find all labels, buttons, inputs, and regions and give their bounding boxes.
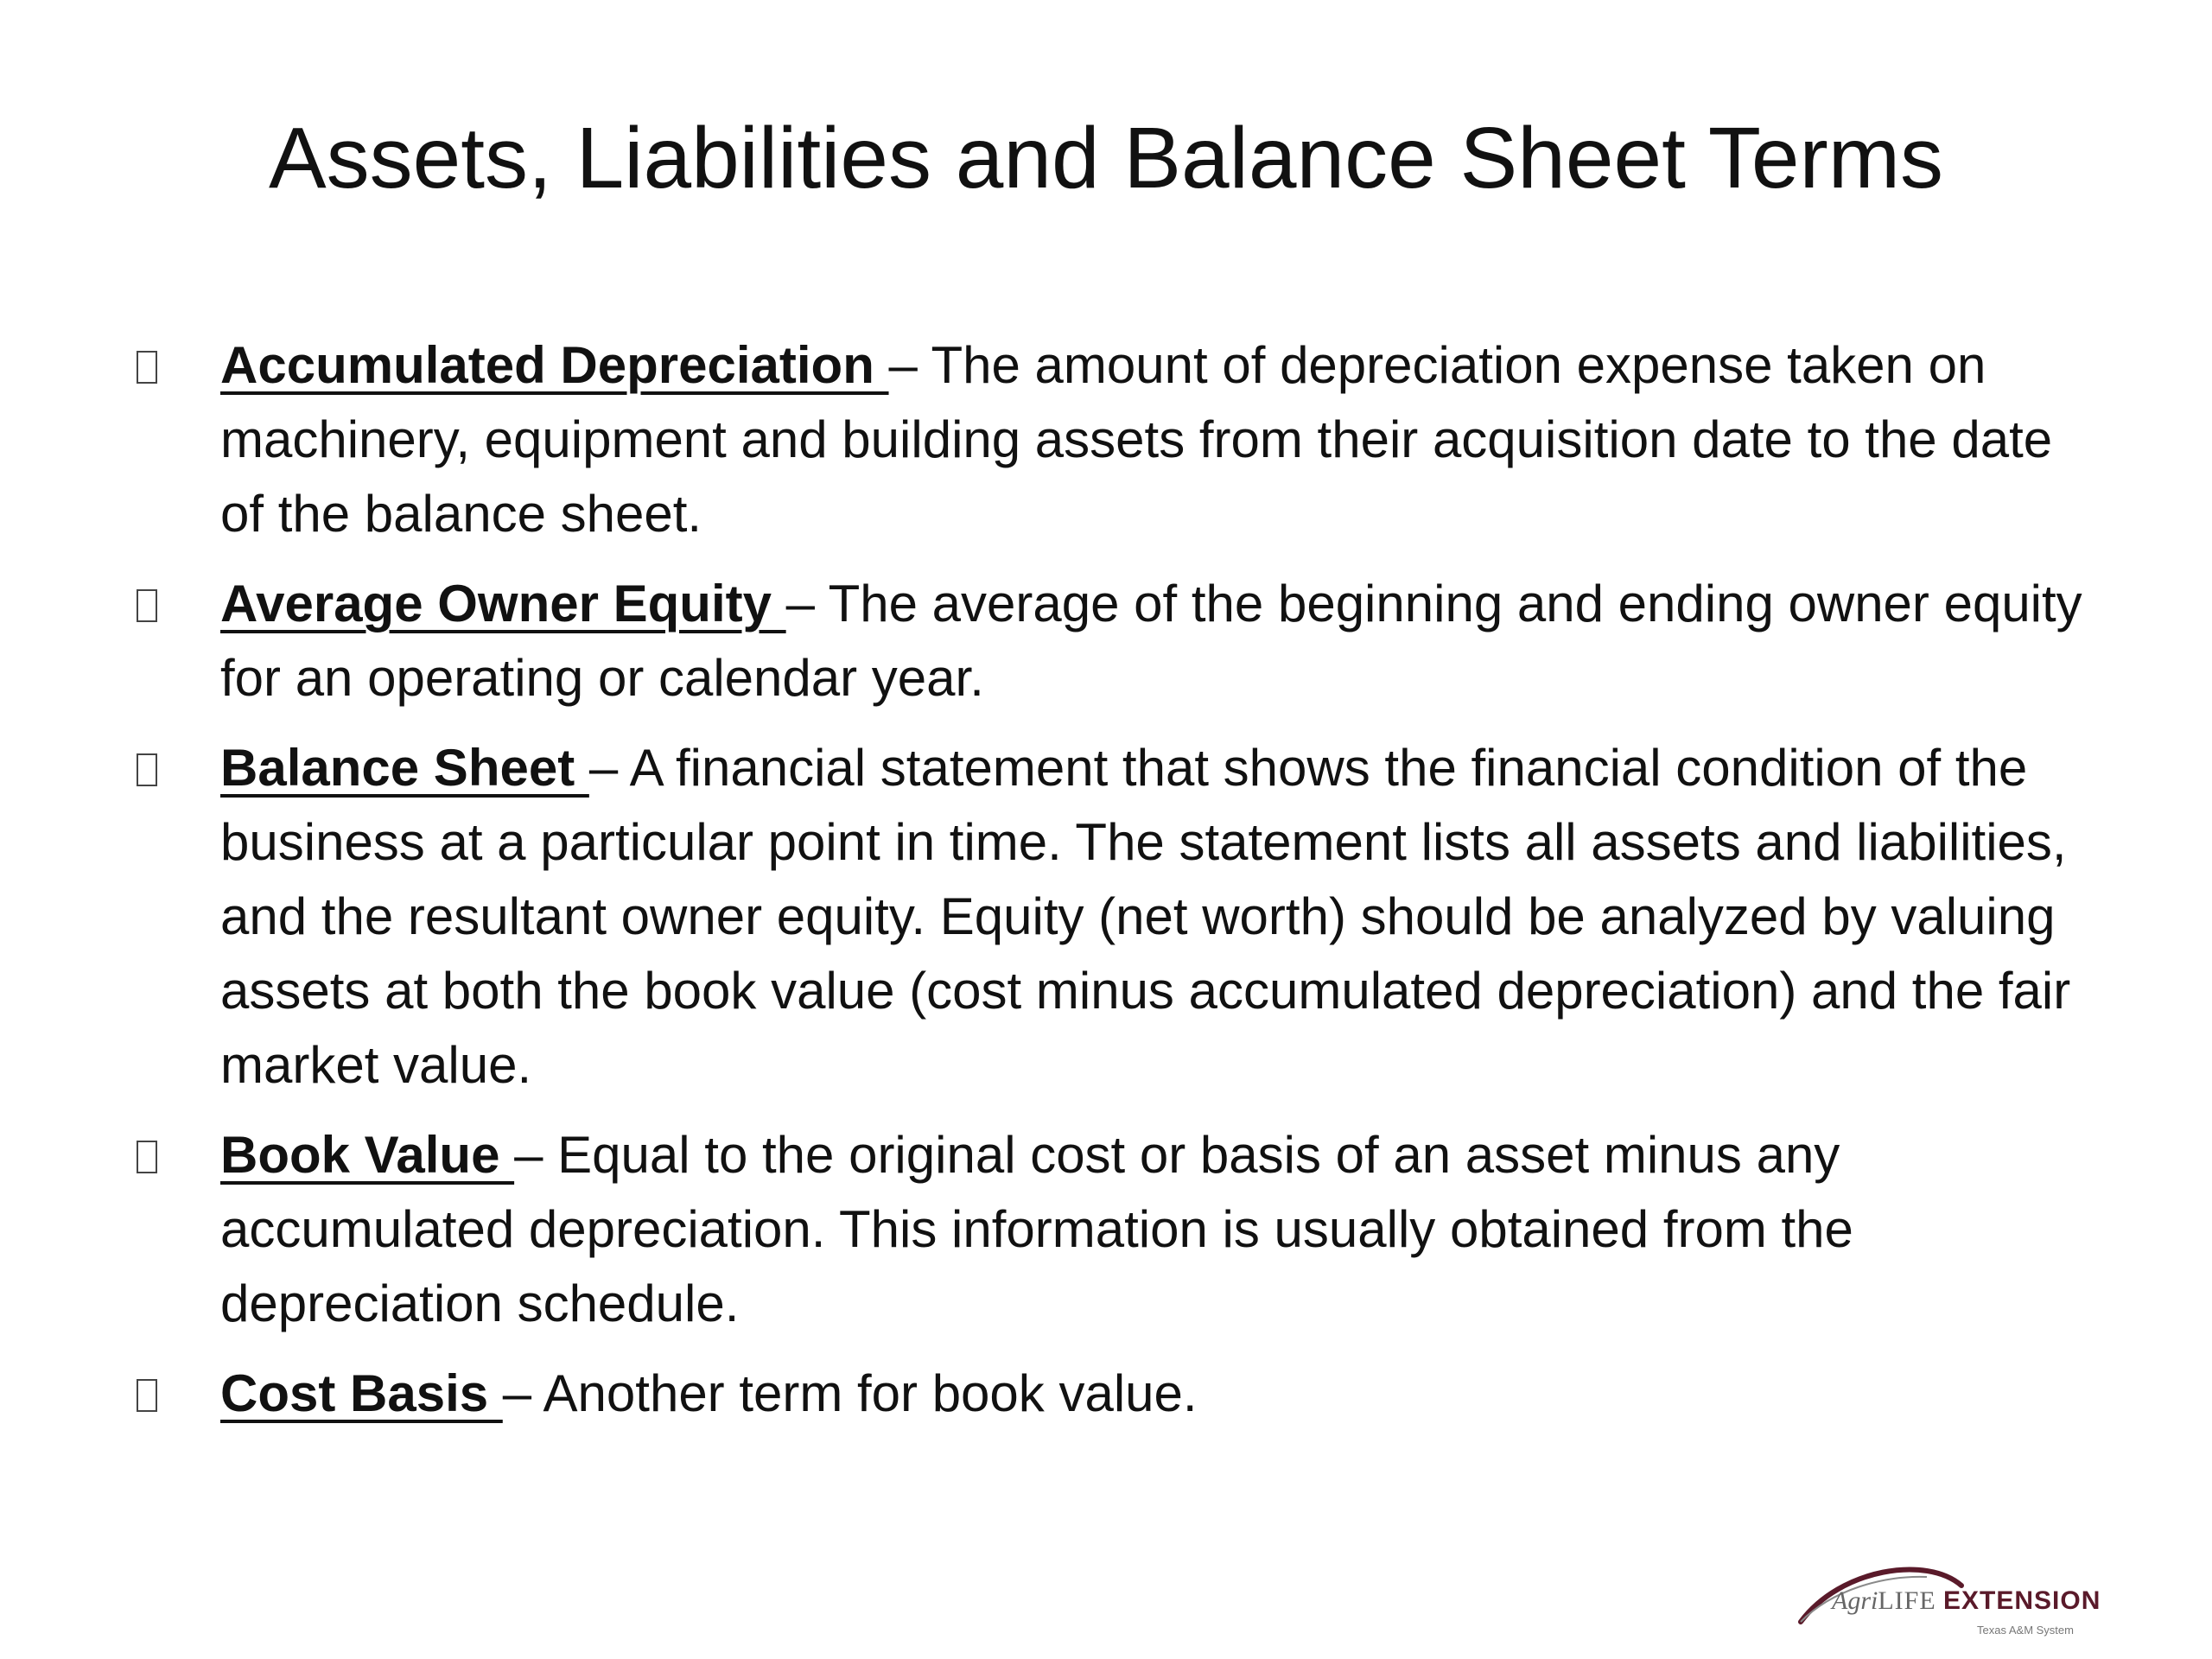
- term-definition: A financial statement that shows the financial condition of the business at a particular point in time. The statement lists all assets and liabilities, and the resultant owner equity. Equity (net worth) should be analyzed by valuing assets at both the book value (cost minus accumulated depreciation) and the fair market value.: [220, 739, 2071, 1094]
- term-name: Balance Sheet: [220, 739, 589, 797]
- term-separator: –: [785, 575, 829, 632]
- empty-box-icon: [137, 589, 157, 622]
- term-separator: –: [588, 739, 630, 797]
- logo-extension: EXTENSION: [1943, 1586, 2101, 1615]
- slide-title: Assets, Liabilities and Balance Sheet Terms: [268, 110, 1944, 207]
- term-separator: –: [502, 1364, 543, 1422]
- term-definition: The amount of depreciation expense taken on machinery, equipment and building assets from their acquisition date to the date of the balance sheet.: [220, 336, 2053, 543]
- logo-subtitle: Texas A&M System: [1977, 1624, 2074, 1637]
- list-item: [130, 328, 2082, 551]
- term-list: [130, 328, 2082, 1446]
- term-name: Average Owner Equity: [220, 575, 786, 632]
- term-definition: The average of the beginning and ending owner equity for an operating or calendar year.: [220, 575, 2082, 707]
- term-separator: –: [888, 336, 931, 394]
- empty-box-icon: [137, 753, 157, 786]
- logo-agri: Agri: [1832, 1586, 1878, 1615]
- list-item: [130, 731, 2082, 1103]
- empty-box-icon: [137, 1141, 157, 1173]
- agrilife-extension-logo: [1789, 1551, 2101, 1646]
- term-name: Book Value: [220, 1126, 515, 1184]
- term-name: Cost Basis: [220, 1364, 503, 1422]
- list-item: [130, 1118, 2082, 1341]
- term-name: Accumulated Depreciation: [220, 336, 889, 394]
- logo-wordmark: [1832, 1586, 2101, 1617]
- empty-box-icon: [137, 351, 157, 384]
- list-item: [130, 1357, 2082, 1431]
- logo-life: LIFE: [1878, 1586, 1936, 1615]
- list-item: [130, 567, 2082, 715]
- term-definition: Equal to the original cost or basis of an asset minus any accumulated depreciation. This information is usually obtained from the depreciation schedule.: [220, 1126, 1853, 1332]
- term-definition: Another term for book value.: [543, 1364, 1198, 1422]
- term-separator: –: [514, 1126, 558, 1184]
- empty-box-icon: [137, 1379, 157, 1412]
